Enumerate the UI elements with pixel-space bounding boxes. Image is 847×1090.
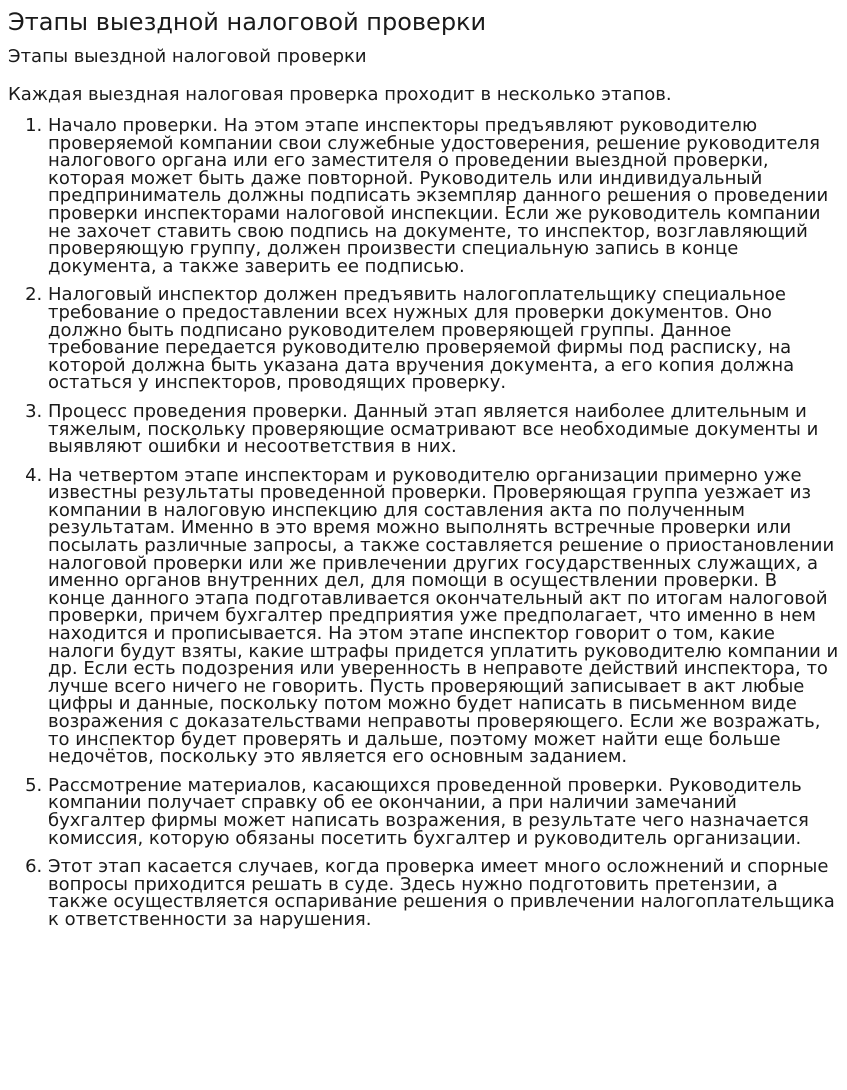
stage-item-2: 2. Налоговый инспектор должен предъявить налогоплательщику специальное требование о предоставлении всех нужных для проверки документов. Оно должно быть подписано руководителем проверяющей группы. Данное требование передается руководителю проверяемой фирмы под расписку, на которой должна быть указана дата вручения документа, а его копия должна остаться у инспекторов, проводящих проверку. (48, 286, 839, 392)
stage-item-4: 4. На четвертом этапе инспекторам и руководителю организации примерно уже известны результаты проведенной проверки. Проверяющая группа уезжает из компании в налоговую инспекцию для составления акта по полученным результатам. Именно в это время можно выполнять встречные проверки или посылать различные запросы, а также составляется решение о приостановлении налоговой проверки или же привлечении других государственных служащих, а именно органов внутренних дел, для помощи в осуществлении проверки. В конце данного этапа подготавливается окончательный акт по итогам налоговой проверки, причем бухгалтер предприятия уже предполагает, что именно в нем находится и прописывается. На этом этапе инспектор говорит о том, какие налоги будут взяты, какие штрафы придется уплатить руководителю компании и др. Если есть подозрения или уверенность в неправоте действий инспектора, то лучше всего ничего не говорить. Пусть проверяющий записывает в акт любые цифры и данные, поскольку потом можно будет написать в письменном виде возражения с доказательствами неправоты проверяющего. Если же возражать, то инспектор будет проверять и дальше, поэтому может найти еще больше недочётов, поскольку это является его основным заданием. (48, 467, 839, 766)
stages-list (8, 117, 839, 929)
article-subtitle: Этапы выездной налоговой проверки (8, 46, 367, 67)
stage-item-5: 5. Рассмотрение материалов, касающихся проведенной проверки. Руководитель компании получает справку об ее окончании, а при наличии замечаний бухгалтер фирмы может написать возражения, в результате чего назначается комиссия, которую обязаны посетить бухгалтер и руководитель организации. (48, 777, 839, 847)
page-title: Этапы выездной налоговой проверки (8, 8, 487, 36)
intro-paragraph: Каждая выездная налоговая проверка проходит в несколько этапов. (8, 84, 672, 105)
stage-item-6: 6. Этот этап касается случаев, когда проверка имеет много осложнений и спорные вопросы приходится решать в суде. Здесь нужно подготовить претензии, а также осуществляется оспаривание решения о привлечении налогоплательщика к ответственности за нарушения. (48, 858, 839, 928)
stage-item-3: 3. Процесс проведения проверки. Данный этап является наиболее длительным и тяжелым, поскольку проверяющие осматривают все необходимые документы и выявляют ошибки и несоответствия в них. (48, 403, 839, 456)
stage-item-1: 1. Начало проверки. На этом этапе инспекторы предъявляют руководителю проверяемой компании свои служебные удостоверения, решение руководителя налогового органа или его заместителя о проведении выездной проверки, которая может быть даже повторной. Руководитель или индивидуальный предприниматель должны подписать экземпляр данного решения о проведении проверки инспекторами налоговой инспекции. Если же руководитель компании не захочет ставить свою подпись на документе, то инспектор, возглавляющий проверяющую группу, должен произвести специальную запись в конце документа, а также заверить ее подписью. (48, 117, 839, 275)
